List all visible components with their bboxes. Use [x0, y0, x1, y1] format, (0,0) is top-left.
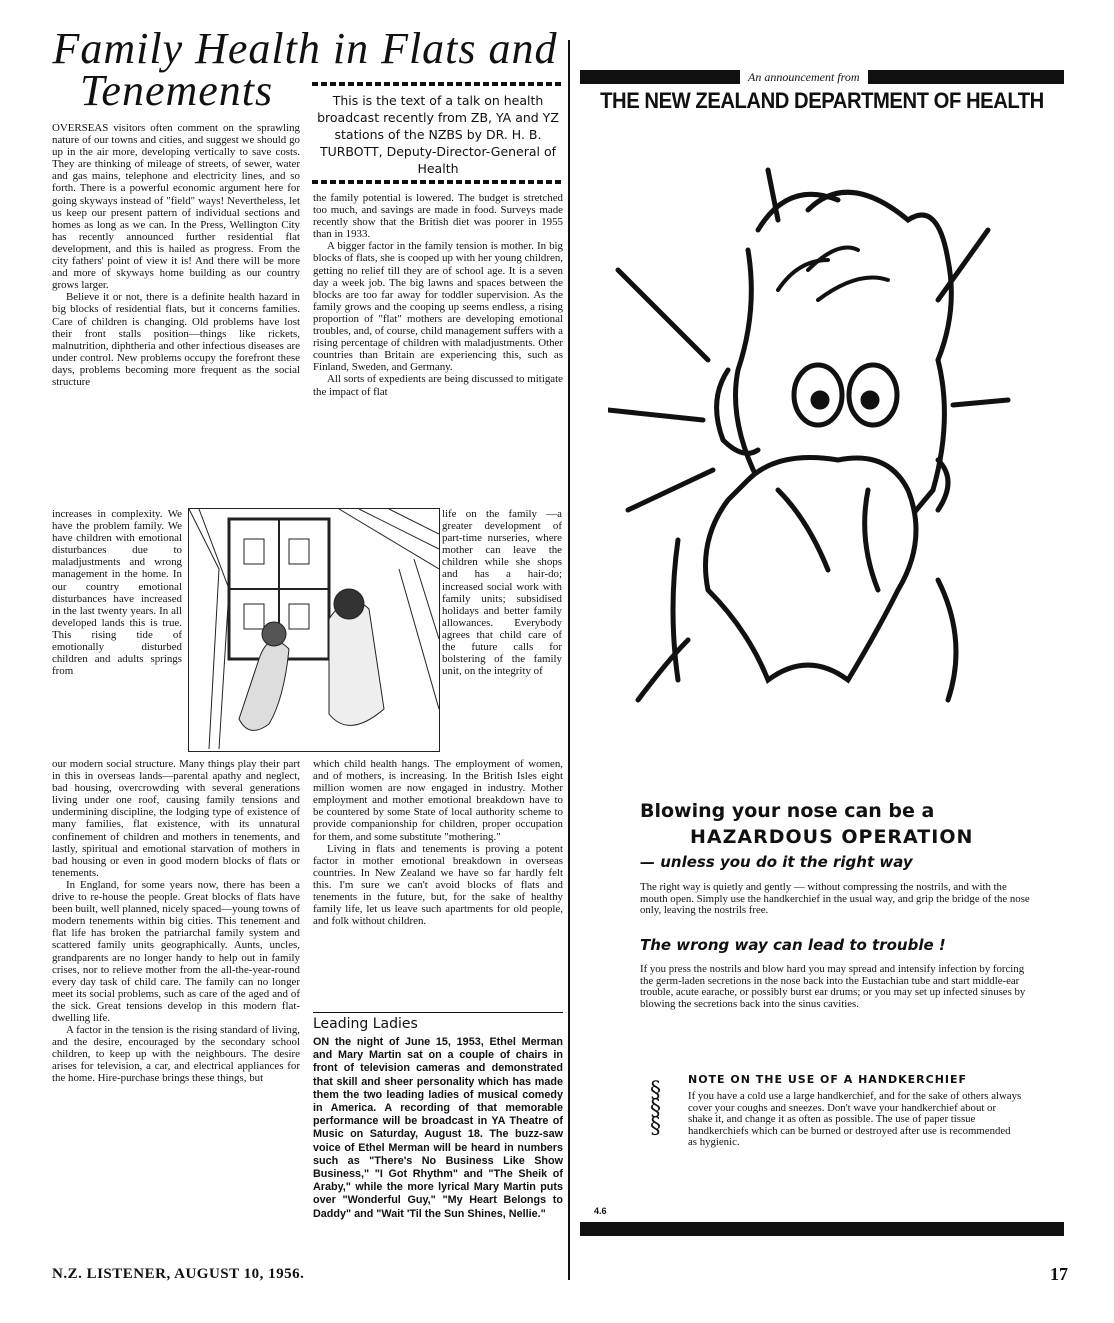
paragraph: OVERSEAS visitors often comment on the sprawling nature of our towns and cities, and suggest we should go up in the air more, developing vertically to save costs. They are thinking of mileage of streets, of sewer, water and gas mains, telephone and electricity lines, and so forth. There is a powerful economic argument here for going skyways instead of "field" ways! Nevertheless, let us keep our present pattern of individual sections and homes as long as we can. In the Press, Wellington City has recently announced further residential flat development, and this is hailed as progress. From the city fathers' point of view it is! And there will be more and more of skyways home building as our country grows larger. [52, 122, 300, 292]
ad-wrong-way-heading: The wrong way can lead to trouble ! [640, 936, 946, 954]
article-intro: This is the text of a talk on health broadcast recently from ZB, YA and YZ stations of the NZBS by DR. H. B. TURBOTT, Deputy-Director-General of Health [317, 93, 559, 176]
note-text: If you have a cold use a large handkerchief, and for the sake of others always cover your coughs and sneezes. Don't wave your handkerchief about or shake it, and change it as often as possible. The use of paper tissue handkerchiefs which can be burned or destroyed after use is recommended as hygienic. [688, 1090, 1022, 1149]
column-rule [568, 40, 570, 1280]
paragraph: Living in flats and tenements is proving a potent factor in mother emotional breakdown in overseas countries. In New Zealand we have so far hardly felt this. I'm sure we can't avoid blocks of flats and tenements in the future, but, for the sake of healthy family life, let us leave such apartments for old people, and folk without children. [313, 842, 563, 928]
paragraph: which child health hangs. The employment of women, and of mothers, is increasing. In the British Isles eight million women are now engaged in industry. Mother employment and mother emotional breakdown have to be countered by some State of local authority scheme to provide companionship for children, proper occupation for them, and some substitute "mothering." [313, 758, 563, 843]
divider [312, 180, 564, 184]
paragraph: All sorts of expedients are being discussed to mitigate the impact of flat [313, 373, 563, 398]
ad-headline-1: Blowing your nose can be a [640, 800, 935, 822]
ad-right-way-text: The right way is quietly and gently — without compressing the nostrils, and with the mouth open. Simply use the handkerchief in the usual way, and grip the bridge of the nose only, leaving the nostrils free. [640, 881, 1030, 917]
divider [312, 82, 564, 86]
sidebar-rule [313, 1012, 563, 1013]
article-column-2-cont [313, 758, 563, 927]
ad-bottom-bar [580, 1222, 1064, 1236]
paragraph: life on the family —a greater development of part-time nurseries, where mother can leave the children while she shops and has a hair-do; increased social work with family units; subsidised holidays and better family allowances. Everybody agrees that child care of the future calls for bolstering of the family unit, on the integrity of [442, 508, 562, 678]
page-number: 17 [1050, 1264, 1068, 1284]
article-column-1-wrap [52, 508, 182, 677]
title-line-2: Tenements [80, 66, 274, 115]
title-line-1: Family Health in Flats and [52, 24, 558, 73]
paragraph: the family potential is lowered. The budget is stretched too much, and savings are made in food. Surveys made recently show that the British diet was poorer in 1955 than in 1933. [313, 192, 563, 241]
ad-headline-3: — unless you do it the right way [640, 853, 913, 871]
article-column-2 [313, 192, 563, 398]
publication-footer: N.Z. LISTENER, AUGUST 10, 1956. [52, 1266, 305, 1282]
handkerchief-icon: § § § [650, 1078, 661, 1139]
article-column-2-wrap [442, 508, 562, 677]
ad-announcement: An announcement from [740, 70, 868, 84]
ad-department: THE NEW ZEALAND DEPARTMENT OF HEALTH [600, 88, 1044, 113]
ad-headline-2: HAZARDOUS OPERATION [690, 826, 974, 848]
paragraph: In England, for some years now, there has been a drive to re-house the people. Great blocks of flats have been built, well planned, nicely spaced—young towns of modern tenements within big cities. This tenement and flat life has broken the patriarchal family system and scattered family units geographically. Aunts, uncles, grandparents are no longer handy to help out in family crises, nor to relieve mother from the all-the-year-round every day task of child care. The family can no longer meet its social problems, such as care of the aged and of the sick. Great tensions develop in this modern flat-dwelling life. [52, 878, 300, 1024]
article-column-1-cont [52, 758, 300, 1085]
sidebar-heading: Leading Ladies [313, 1016, 418, 1032]
mother-children-illustration [188, 508, 440, 752]
note-heading: NOTE ON THE USE OF A HANDKERCHIEF [688, 1073, 968, 1086]
ad-wrong-way-text: If you press the nostrils and blow hard you may spread and intensify infection by forcing the germ-laden secretions in the nose back into the Eustachian tube and start middle-ear trouble, acute earache, or possibly burst ear drums; or you may set up infected sinuses by blowing the secretions back into the sinus cavities. [640, 963, 1026, 1010]
sidebar-text: ON the night of June 15, 1953, Ethel Merman and Mary Martin sat on a couple of chairs in front of television cameras and demonstrated that skill and sheer personality which has made them the two leading ladies of musical comedy in America. A recording of that memorable performance will be broadcast in YA Theatre of Music on Saturday, August 18. The buzz-saw voice of Ethel Merman will be heard in numbers such as "There's No Business Like Show Business," "I Got Rhythm" and "The Sheik of Araby," while the more lyrical Mary Martin puts over "Wonderful Guy," "My Heart Belongs to Daddy" and "Wait 'Til the Sun Shines, Nellie." [313, 1036, 563, 1220]
paragraph: our modern social structure. Many things play their part in this in overseas lands—parental apathy and neglect, bad housing, overcrowding with several generations living under one roof, causing family tensions and undermining discipline, the lodging type of existence of many families, flat existence, with its unnatural confinement of children and mothers in tenements, and lastly, spiritual and emotional starvation of mothers in bad housing or even in good modern blocks of flats or tenements. [52, 758, 300, 879]
ad-code: 4.6 [594, 1206, 607, 1216]
paragraph: A factor in the tension is the rising standard of living, and the desire, encouraged by the secondary school children, to keep up with the neighbours. The desire arises for television, a car, and electrical appliances for the home. Hire-purchase brings these things, but [52, 1024, 300, 1085]
paragraph: A bigger factor in the family tension is mother. In big blocks of flats, she is cooped up with her young children, getting no relief till they are of school age. It is a seven day a week job. The big lawns and spaces between the blocks are too far away for toddler supervision. As the family grows and the cooping up seems endless, a rising proportion of "flat" mothers are developing emotional troubles, and, of course, child management suffers with a rising percentage of children with maladjustments. Other countries than Britain are experiencing this, such as Finland, Sweden, and Germany. [313, 240, 563, 374]
paragraph: increases in complexity. We have the problem family. We have children with emotional disturbances due to maladjustments and wrong management in the home. In our country emotional disturbances have increased in the last twenty years. In all developed lands this is true. This rising tide of emotionally disturbed children and adults springs from [52, 508, 182, 678]
article-column-1 [52, 122, 300, 388]
man-blowing-nose-illustration [608, 160, 1028, 720]
paragraph: Believe it or not, there is a definite health hazard in big blocks of residential flats, but it concerns families. Care of children is changing. Old problems have lost their front stalls position—things like rickets, malnutrition, diphtheria and other infectious diseases are under control. New problems occupy the forefront these days, problems becoming more frequent as the social structure [52, 291, 300, 388]
